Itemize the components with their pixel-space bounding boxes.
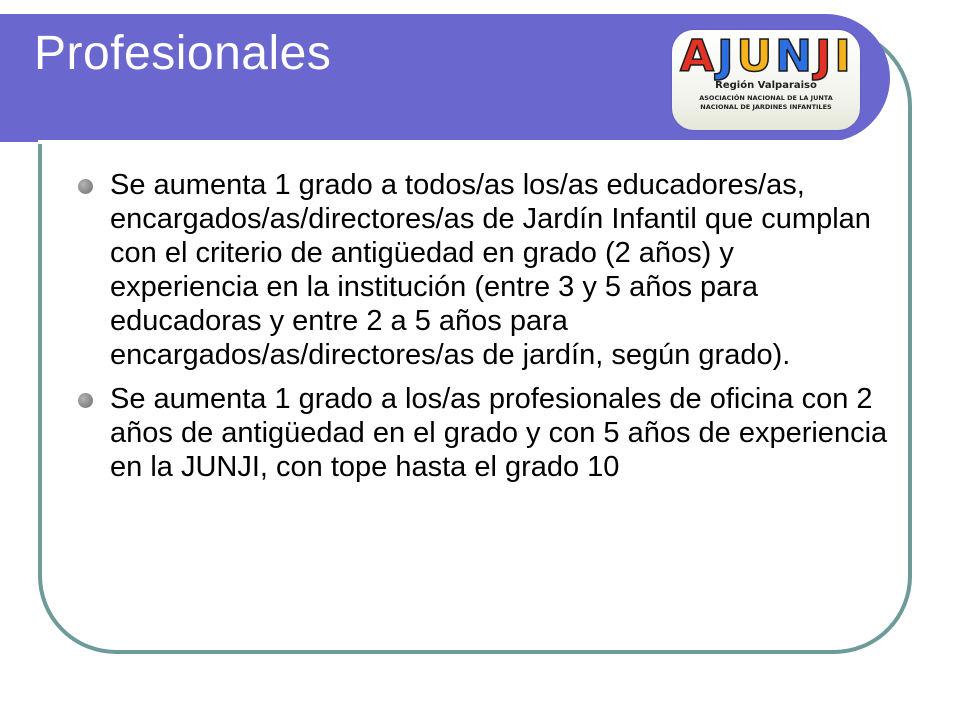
title-underline xyxy=(38,140,846,144)
bullet-text: Se aumenta 1 grado a todos/as los/as educadores/as, encargados/as/directores/as de Jardín Infantil que cumplan con el criterio de antigüedad en grado (2 años) y experiencia en la institución (entre 3 y 5 años para educadoras y entre 2 a 5 años para encargados/as/directores/as de jardín, según grado). xyxy=(110,169,871,371)
logo-association-line2: NACIONAL DE JARDINES INFANTILES xyxy=(700,103,832,111)
slide-title: Profesionales xyxy=(34,27,332,80)
logo-letter: J xyxy=(815,31,835,82)
logo-region: Región Valparaiso xyxy=(715,80,817,91)
bullet-item xyxy=(78,168,890,372)
logo-letter: A xyxy=(680,31,718,82)
logo-letter: N xyxy=(775,31,815,82)
logo-wordmark xyxy=(680,32,852,82)
logo-association xyxy=(682,94,850,112)
logo-association-line1: ASOCIACIÓN NACIONAL DE LA JUNTA xyxy=(699,94,833,102)
bullet-list xyxy=(78,168,890,494)
logo-letter: J xyxy=(717,31,737,82)
bullet-item xyxy=(78,382,890,484)
bullet-text: Se aumenta 1 grado a los/as profesionales de oficina con 2 años de antigüedad en el grado y con 5 años de experiencia en la JUNJI, con tope hasta el grado 10 xyxy=(110,383,888,483)
logo-letter: I xyxy=(834,31,854,82)
bullet-icon xyxy=(78,179,93,194)
logo-letter: U xyxy=(736,31,776,82)
ajunji-logo xyxy=(672,30,860,130)
bullet-icon xyxy=(78,393,93,408)
